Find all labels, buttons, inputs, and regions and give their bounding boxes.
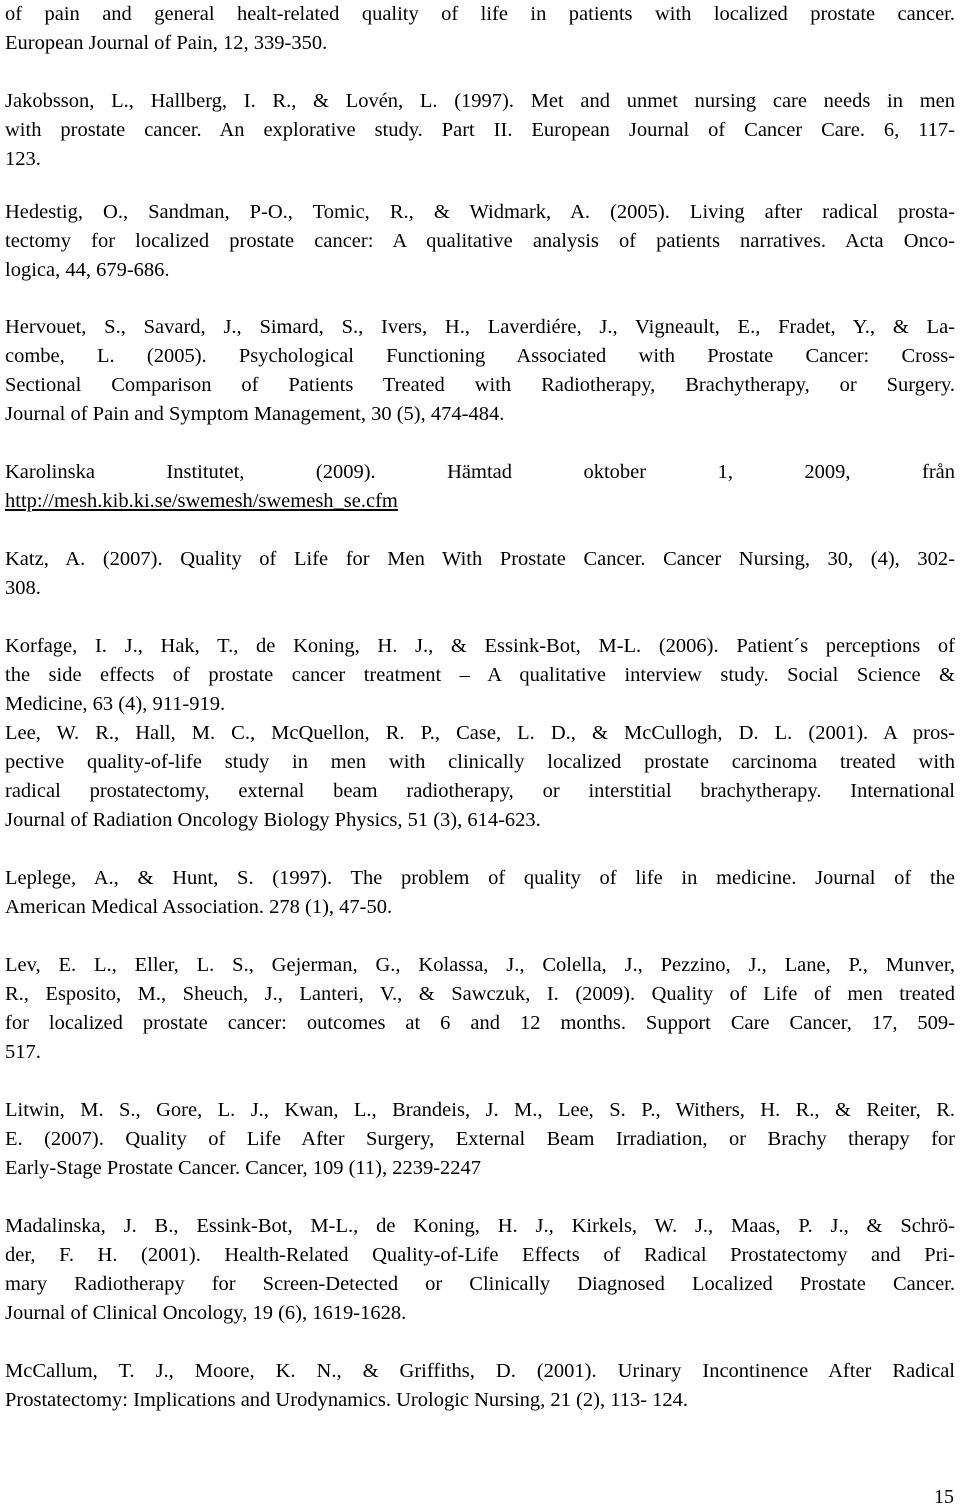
reference-entry [5,864,955,922]
reference-line: 123. [5,148,41,170]
reference-line: for localized prostate cancer: outcomes at 6 and 12 months. Support Care Cancer, 17, 509- [5,1012,955,1034]
reference-entry [5,545,955,603]
reference-line: Medicine, 63 (4), 911-919. [5,693,226,715]
reference-entry [5,458,955,516]
reference-line: with prostate cancer. An explorative study. Part II. European Journal of Cancer Care. 6, 117- [5,119,955,141]
reference-line: American Medical Association. 278 (1), 47-50. [5,896,393,918]
reference-entry [5,0,955,58]
reference-line: Litwin, M. S., Gore, L. J., Kwan, L., Brandeis, J. M., Lee, S. P., Withers, H. R., & Reiter, R. [5,1099,955,1121]
reference-url-link[interactable]: http://mesh.kib.ki.se/swemesh/swemesh_se.cfm [5,490,398,512]
reference-line: combe, L. (2005). Psychological Functioning Associated with Prostate Cancer: Cross- [5,345,955,367]
reference-line: Jakobsson, L., Hallberg, I. R., & Lovén, L. (1997). Met and unmet nursing care needs in men [5,90,955,112]
reference-entry [5,1096,955,1183]
reference-line: the side effects of prostate cancer treatment – A qualitative interview study. Social Science & [5,664,955,686]
reference-entry [5,313,955,429]
reference-entry [5,1212,955,1328]
reference-line: R., Esposito, M., Sheuch, J., Lanteri, V., & Sawczuk, I. (2009). Quality of Life of men treated [5,983,955,1005]
reference-line: Lev, E. L., Eller, L. S., Gejerman, G., Kolassa, J., Colella, J., Pezzino, J., Lane, P., Munver, [5,954,955,976]
reference-line: logica, 44, 679-686. [5,259,170,281]
reference-line: der, F. H. (2001). Health-Related Quality-of-Life Effects of Radical Prostatectomy and Pri- [5,1244,955,1266]
reference-line: Hervouet, S., Savard, J., Simard, S., Ivers, H., Laverdiére, J., Vigneault, E., Fradet, Y., & La- [5,316,955,338]
reference-line: mary Radiotherapy for Screen-Detected or Clinically Diagnosed Localized Prostate Cancer. [5,1273,955,1295]
reference-line: Korfage, I. J., Hak, T., de Koning, H. J., & Essink-Bot, M-L. (2006). Patient´s perceptions of [5,635,955,657]
reference-line: Leplege, A., & Hunt, S. (1997). The problem of quality of life in medicine. Journal of the [5,867,955,889]
reference-line: pective quality-of-life study in men with clinically localized prostate carcinoma treated with [5,751,955,773]
reference-line: Early-Stage Prostate Cancer. Cancer, 109 (11), 2239-2247 [5,1157,482,1179]
reference-line: Hedestig, O., Sandman, P-O., Tomic, R., & Widmark, A. (2005). Living after radical prosta- [5,201,955,223]
reference-entry [5,1357,955,1415]
reference-entry [5,198,955,285]
reference-line: Karolinska Institutet, (2009). Hämtad oktober 1, 2009, från [5,461,955,483]
reference-entry [5,87,955,174]
reference-line: Madalinska, J. B., Essink-Bot, M-L., de Koning, H. J., Kirkels, W. J., Maas, P. J., & Schrö- [5,1215,955,1237]
page-number: 15 [934,1486,954,1508]
reference-line: Sectional Comparison of Patients Treated with Radiotherapy, Brachytherapy, or Surgery. [5,374,955,396]
reference-line: Katz, A. (2007). Quality of Life for Men With Prostate Cancer. Cancer Nursing, 30, (4), 302- [5,548,955,570]
reference-line: Journal of Pain and Symptom Management, 30 (5), 474-484. [5,403,505,425]
reference-entry [5,719,955,835]
reference-line: 308. [5,577,41,599]
reference-line: European Journal of Pain, 12, 339-350. [5,32,328,54]
reference-line: 517. [5,1041,41,1063]
reference-line: radical prostatectomy, external beam radiotherapy, or interstitial brachytherapy. International [5,780,955,802]
reference-line: of pain and general healt-related quality of life in patients with localized prostate cancer. [5,3,955,25]
reference-line: E. (2007). Quality of Life After Surgery, External Beam Irradiation, or Brachy therapy for [5,1128,955,1150]
reference-line: Prostatectomy: Implications and Urodynamics. Urologic Nursing, 21 (2), 113- 124. [5,1389,689,1411]
reference-entry [5,632,955,719]
reference-line: Journal of Clinical Oncology, 19 (6), 1619-1628. [5,1302,407,1324]
reference-line: McCallum, T. J., Moore, K. N., & Griffiths, D. (2001). Urinary Incontinence After Radical [5,1360,955,1382]
reference-line: Journal of Radiation Oncology Biology Physics, 51 (3), 614-623. [5,809,541,831]
reference-line: tectomy for localized prostate cancer: A qualitative analysis of patients narratives. Acta Onco- [5,230,955,252]
reference-entry [5,951,955,1067]
reference-line: Lee, W. R., Hall, M. C., McQuellon, R. P., Case, L. D., & McCullogh, D. L. (2001). A pros- [5,722,955,744]
